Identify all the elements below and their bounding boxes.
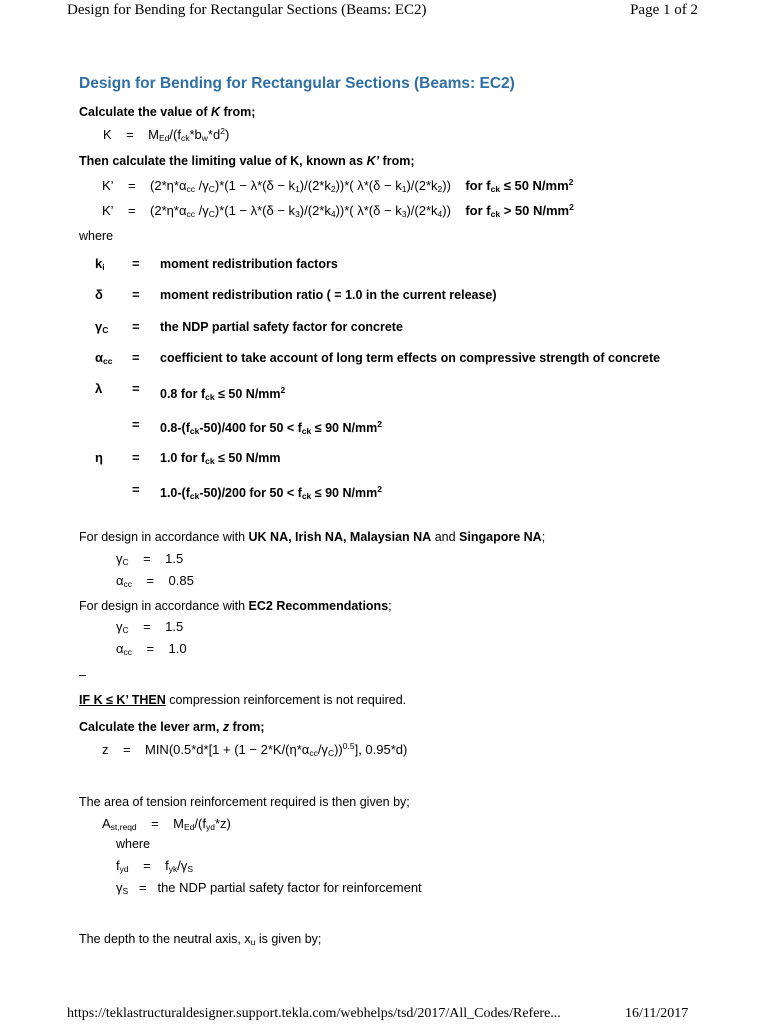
def-ki-text: moment redistribution factors [160,257,338,271]
def-alpha-cc-symbol: $\alpha_{cc}$ [95,350,113,366]
def-eta-eq-2: = [132,482,140,497]
def-alpha-cc-eq: = [132,350,140,365]
footer-url[interactable]: https://teklastructuraldesigner.support.tekla.com/webhelps/tsd/2017/All_Codes/Refere... [67,1006,561,1021]
def-eta-symbol: η [95,450,103,465]
header-doc-title: Design for Bending for Rectangular Sections (Beams: EC2) [67,2,427,18]
lever-arm-line: Calculate the lever arm, z from; [79,720,265,734]
ec2-design-line: For design in accordance with EC2 Recommendations; [79,599,392,613]
def-lambda-eq-1: = [132,381,140,396]
z-equation: z = $MIN(0.5*d*[1 + (1 - 2*K/(\eta*\alpha_{cc}/\gamma_C))^{0.5}]$, 0.95*d) [102,741,408,758]
ast-where: where [116,837,151,851]
tension-line: The area of tension reinforcement required is then given by; [79,795,410,809]
calc-k-line: Calculate the value of K from; [79,105,256,119]
def-delta-text: moment redistribution ratio ( = 1.0 in the current release) [160,288,497,302]
def-eta-eq-1: = [132,450,140,465]
ast-equation: $A_{st,reqd}$ = $M_{Ed}/(f_{yd}*z)$ [102,816,231,832]
fyd-equation: $f_{yd}$ = $f_{yk}/\gamma_S$ [116,858,194,874]
def-gamma-c-eq: = [132,319,140,334]
def-alpha-cc-text: coefficient to take account of long term effects on compressive strength of concrete [160,351,661,365]
gamma-s-definition: $\gamma_S$ = the NDP partial safety factor for reinforcement [116,880,422,896]
ec2-gamma-c: $\gamma_C$ = 1.5 [116,619,184,635]
footer-date: 16/11/2017 [625,1006,689,1021]
if-clause: IF K ≤ K’ THEN compression reinforcement is not required. [79,693,407,707]
def-ki-symbol: $k_i$ [95,256,105,272]
k-equation: K = $M_{Ed}/(f_{ck}*b_w*d^2)$ [103,126,230,143]
def-lambda-text-1: 0.8 for $f_{ck} \le 50$ $N/mm^2$ [160,385,286,402]
header-page-number: Page 1 of 2 [630,2,698,18]
uk-gamma-c: $\gamma_C$ = 1.5 [116,551,184,567]
def-delta-eq: = [132,287,140,302]
ec2-alpha-cc: $\alpha_{cc}$ = 1.0 [116,641,187,657]
page-title: Design for Bending for Rectangular Sections (Beams: EC2) [79,75,515,92]
def-lambda-symbol: λ [95,381,103,396]
def-lambda-text-2: $0.8-(f_{ck}-50)/400$ for $50 < f_{ck} \le 90$ $N/mm^2$ [160,419,382,436]
def-gamma-c-symbol: $\gamma_C$ [95,319,109,335]
uk-design-line: For design in accordance with UK NA, Irish NA, Malaysian NA and Singapore NA; [79,530,546,544]
neutral-axis-line: The depth to the neutral axis, $x_u$ is given by; [79,932,322,947]
limit-k-line: Then calculate the limiting value of K, known as K’ from; [79,154,415,168]
def-lambda-eq-2: = [132,417,140,432]
def-eta-text-2: $1.0-(f_{ck}-50)/200$ for $50 < f_{ck} \le 90$ $N/mm^2$ [160,484,382,501]
where-label: where [79,229,114,243]
uk-alpha-cc: $\alpha_{cc}$ = 0.85 [116,573,194,589]
dash-separator: – [79,668,86,682]
def-delta-symbol: δ [95,287,103,302]
kprime-equation-2: K’ = ($2*\eta*\alpha_{cc}$ $/\gamma_C)*(1 - \lambda*(\delta - k_3)/(2*k_4))*$( $\lambda*(\delta - k_3)/(2*k_4)$) for $f_{ck} > 50$ $N/mm^2$ [102,202,574,219]
def-gamma-c-text: the NDP partial safety factor for concrete [160,320,403,334]
def-eta-text-1: 1.0 for $f_{ck} \le 50$ N/mm [160,451,281,466]
def-ki-eq: = [132,256,140,271]
kprime-equation-1: K’ = ($2*\eta*\alpha_{cc}$ $/\gamma_C)*(1 - \lambda*(\delta - k_1)/(2*k_2))*$( $\lambda*(\delta - k_1)/(2*k_2)$) for $f_{ck} \le 50$ $N/mm^2$ [102,177,574,194]
